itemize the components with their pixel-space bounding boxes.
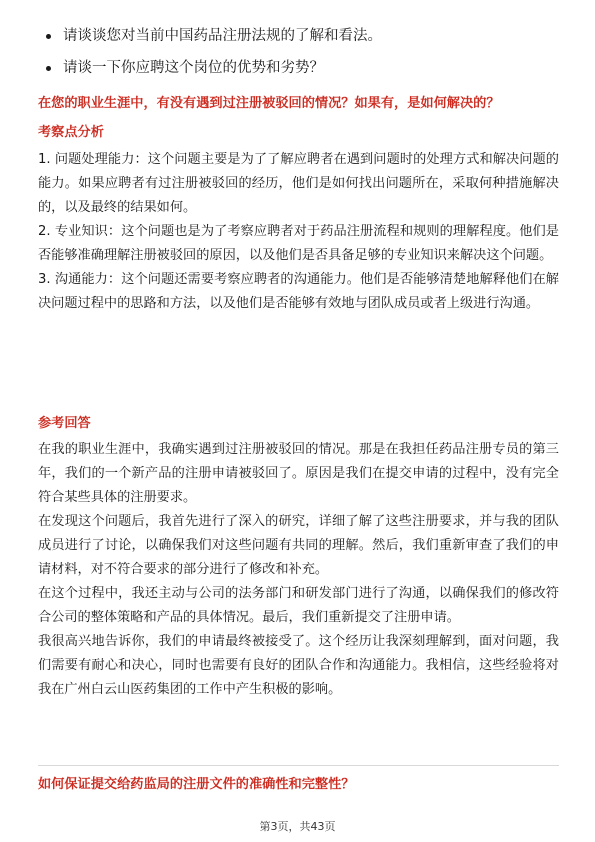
- answer-paragraph: 我很高兴地告诉你，我们的申请最终被接受了。这个经历让我深刻理解到，面对问题，我们需要有耐心和决心，同时也需要有良好的团队合作和沟通能力。我相信，这些经验将对我在广州白云山医药集团的工作中产生积极的影响。: [38, 634, 559, 697]
- answer-paragraph: 在这个过程中，我还主动与公司的法务部门和研发部门进行了沟通，以确保我们的修改符合公司的整体策略和产品的具体情况。最后，我们重新提交了注册申请。: [38, 586, 559, 625]
- answer-section: [38, 438, 559, 702]
- bullet-dot-icon: [46, 66, 51, 71]
- analysis-section: [38, 148, 559, 316]
- analysis-paragraph: 2. 专业知识：这个问题也是为了考察应聘者对于药品注册流程和规则的理解程度。他们是否能够准确理解注册被驳回的原因，以及他们是否具备足够的专业知识来解决这个问题。: [38, 224, 559, 263]
- question-heading: 如何保证提交给药监局的注册文件的准确性和完整性？: [38, 777, 355, 792]
- question-bullet-list: [46, 26, 559, 90]
- page-number: 第3页，共43页: [259, 820, 336, 833]
- analysis-heading: 考察点分析: [38, 125, 104, 140]
- bullet-item: [46, 58, 559, 90]
- analysis-paragraph: 1. 问题处理能力：这个问题主要是为了了解应聘者在遇到问题时的处理方式和解决问题的能力。如果应聘者有过注册被驳回的经历，他们是如何找出问题所在，采取何种措施解决的，以及最终的结果如何。: [38, 152, 559, 215]
- section-divider: [38, 765, 559, 766]
- answer-heading: 参考回答: [38, 416, 91, 431]
- analysis-paragraph: 3. 沟通能力：这个问题还需要考察应聘者的沟通能力。他们是否能够清楚地解释他们在解决问题过程中的思路和方法，以及他们是否能够有效地与团队成员或者上级进行沟通。: [38, 272, 559, 311]
- bullet-text: 请谈一下你应聘这个岗位的优势和劣势？: [63, 60, 324, 76]
- question-heading: 在您的职业生涯中，有没有遇到过注册被驳回的情况？如果有，是如何解决的？: [38, 96, 500, 111]
- answer-paragraph: 在我的职业生涯中，我确实遇到过注册被驳回的情况。那是在我担任药品注册专员的第三年，我们的一个新产品的注册申请被驳回了。原因是我们在提交申请的过程中，没有完全符合某些具体的注册要求。: [38, 442, 559, 505]
- answer-paragraph: 在发现这个问题后，我首先进行了深入的研究，详细了解了这些注册要求，并与我的团队成员进行了讨论，以确保我们对这些问题有共同的理解。然后，我们重新审查了我们的申请材料，对不符合要求的部分进行了修改和补充。: [38, 514, 559, 577]
- bullet-dot-icon: [46, 34, 51, 39]
- bullet-item: [46, 26, 559, 58]
- bullet-text: 请谈谈您对当前中国药品注册法规的了解和看法。: [63, 28, 382, 44]
